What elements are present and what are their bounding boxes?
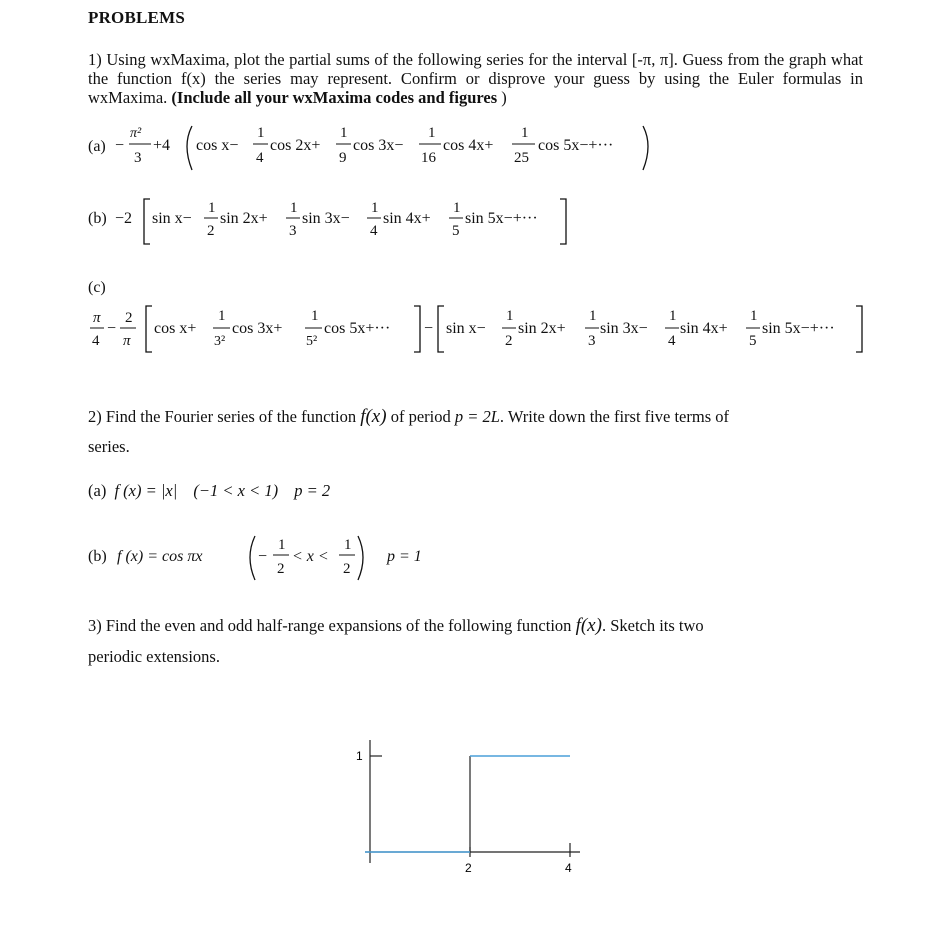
c-sin-den-4: 5 bbox=[749, 333, 757, 349]
c-sin-num-2: 1 bbox=[589, 308, 597, 324]
c-minus-2: − bbox=[424, 320, 434, 337]
b-den-3: 4 bbox=[370, 223, 378, 239]
label-a: (a) bbox=[88, 138, 106, 155]
den-3: 3 bbox=[134, 150, 142, 166]
c-sin-5: sin 5x−+··· bbox=[762, 320, 835, 337]
problem-2-period: p = 2L bbox=[454, 407, 500, 426]
c-sin-den-3: 4 bbox=[668, 333, 676, 349]
a-den-4: 25 bbox=[514, 150, 529, 166]
problem-2-intro-d: series. bbox=[88, 437, 130, 456]
c-sin-2: sin 2x+ bbox=[518, 320, 566, 337]
problem-1-emphasis: (Include all your wxMaxima codes and figures bbox=[171, 88, 498, 107]
a-num-3: 1 bbox=[428, 125, 436, 141]
b-term-3: sin 3x− bbox=[302, 210, 350, 227]
problem-1-intro: 1) Using wxMaxima, plot the partial sums of the following series for the interval [-π, π]. Guess from the graph what the function f(x) the series may represent. Confirm or disprove your guess by using the Euler formulas in wxMaxima. bbox=[88, 50, 863, 107]
problem-3-intro-b: . Sketch its two bbox=[601, 616, 704, 635]
c-two: 2 bbox=[125, 310, 133, 326]
c-four: 4 bbox=[92, 333, 100, 349]
c-cos-2: cos 3x+ bbox=[232, 320, 283, 337]
problem-2-text bbox=[88, 402, 863, 462]
c-sin-num-1: 1 bbox=[506, 308, 514, 324]
period-2a: p = 2 bbox=[294, 481, 331, 500]
c-sin-4: sin 4x+ bbox=[680, 320, 728, 337]
a-num-4: 1 bbox=[521, 125, 529, 141]
b-den-4: 5 bbox=[452, 223, 460, 239]
minus-sign: − bbox=[115, 137, 125, 154]
a-term-1: cos x− bbox=[196, 137, 239, 154]
left-bracket bbox=[144, 199, 150, 244]
a-den-1: 4 bbox=[256, 150, 264, 166]
a-den-2: 9 bbox=[339, 150, 347, 166]
c-pi-num: π bbox=[93, 310, 101, 326]
a-term-3: cos 3x− bbox=[353, 137, 404, 154]
formula-2b bbox=[88, 536, 422, 580]
period-2b: p = 1 bbox=[387, 548, 422, 565]
left-paren bbox=[250, 536, 255, 580]
right-bracket bbox=[414, 306, 420, 352]
b-num-3: 1 bbox=[371, 200, 379, 216]
a-num-2: 1 bbox=[340, 125, 348, 141]
plus-4: +4 bbox=[153, 137, 171, 154]
c-cos-den-2: 5² bbox=[306, 334, 318, 349]
b-den-2: 3 bbox=[289, 223, 297, 239]
c-sin-num-4: 1 bbox=[750, 308, 758, 324]
label-c: (c) bbox=[88, 279, 106, 296]
c-cos-num-1: 1 bbox=[218, 308, 226, 324]
left-bracket bbox=[146, 306, 152, 352]
c-sin-den-2: 3 bbox=[588, 333, 596, 349]
problem-3-intro-c: periodic extensions. bbox=[88, 647, 220, 666]
heading: PROBLEMS bbox=[88, 8, 186, 27]
problem-2-fx: f(x) bbox=[360, 406, 387, 427]
problem-1-close: ) bbox=[501, 88, 507, 107]
a-den-3: 16 bbox=[421, 150, 436, 166]
label-b: (b) bbox=[88, 210, 107, 227]
den-2b-2: 2 bbox=[343, 561, 351, 577]
mid-2b: < x < bbox=[292, 548, 329, 565]
a-num-1: 1 bbox=[257, 125, 265, 141]
x-tick-label-2: 2 bbox=[465, 861, 472, 875]
c-pi-den: π bbox=[123, 333, 131, 349]
problem-3-intro-a: 3) Find the even and odd half-range expansions of the following function bbox=[88, 616, 572, 635]
formula-a bbox=[88, 125, 648, 170]
formula-b bbox=[88, 199, 566, 244]
num-2b-2: 1 bbox=[344, 537, 352, 553]
a-term-4: cos 4x+ bbox=[443, 137, 494, 154]
problem-2a bbox=[88, 481, 330, 501]
c-sin-den-1: 2 bbox=[505, 333, 513, 349]
label-2a: (a) bbox=[88, 481, 107, 500]
domain-2a: (−1 < x < 1) bbox=[193, 481, 279, 500]
problem-2-intro-a: 2) Find the Fourier series of the function bbox=[88, 407, 357, 426]
label-2b: (b) bbox=[88, 548, 107, 565]
c-cos-3: cos 5x+··· bbox=[324, 320, 391, 337]
c-minus: − bbox=[107, 320, 117, 337]
problem-2-intro-b: of period bbox=[390, 407, 451, 426]
left-bracket bbox=[438, 306, 444, 352]
right-paren bbox=[643, 126, 648, 170]
num-2b-1: 1 bbox=[278, 537, 286, 553]
function-graph bbox=[340, 735, 600, 885]
c-sin-3: sin 3x− bbox=[600, 320, 648, 337]
c-cos-1: cos x+ bbox=[154, 320, 197, 337]
c-cos-den-1: 3² bbox=[214, 334, 226, 349]
b-num-1: 1 bbox=[208, 200, 216, 216]
b-num-2: 1 bbox=[290, 200, 298, 216]
left-paren bbox=[187, 126, 192, 170]
b-term-5: sin 5x−+··· bbox=[465, 210, 538, 227]
a-term-5: cos 5x−+··· bbox=[538, 137, 614, 154]
c-cos-num-2: 1 bbox=[311, 308, 319, 324]
b-coef: −2 bbox=[115, 210, 133, 227]
minus-2b: − bbox=[258, 548, 268, 565]
func-2a: f (x) = |x| bbox=[114, 481, 178, 500]
x-tick-label-4: 4 bbox=[565, 861, 572, 875]
right-bracket bbox=[560, 199, 566, 244]
b-num-4: 1 bbox=[453, 200, 461, 216]
b-den-1: 2 bbox=[207, 223, 215, 239]
problem-3-fx: f(x) bbox=[575, 615, 602, 636]
problem-2-intro-c: . Write down the first five terms of bbox=[499, 407, 729, 426]
b-term-2: sin 2x+ bbox=[220, 210, 268, 227]
problem-3-text bbox=[88, 610, 863, 672]
right-paren bbox=[358, 536, 363, 580]
c-sin-num-3: 1 bbox=[669, 308, 677, 324]
func-2b: f (x) = cos πx bbox=[117, 548, 203, 565]
formula-c bbox=[88, 279, 862, 352]
c-sin-1: sin x− bbox=[446, 320, 486, 337]
pi-squared: π² bbox=[130, 126, 142, 141]
y-tick-label: 1 bbox=[356, 749, 363, 763]
a-term-2: cos 2x+ bbox=[270, 137, 321, 154]
b-term-4: sin 4x+ bbox=[383, 210, 431, 227]
right-bracket bbox=[856, 306, 862, 352]
den-2b-1: 2 bbox=[277, 561, 285, 577]
b-term-1: sin x− bbox=[152, 210, 192, 227]
